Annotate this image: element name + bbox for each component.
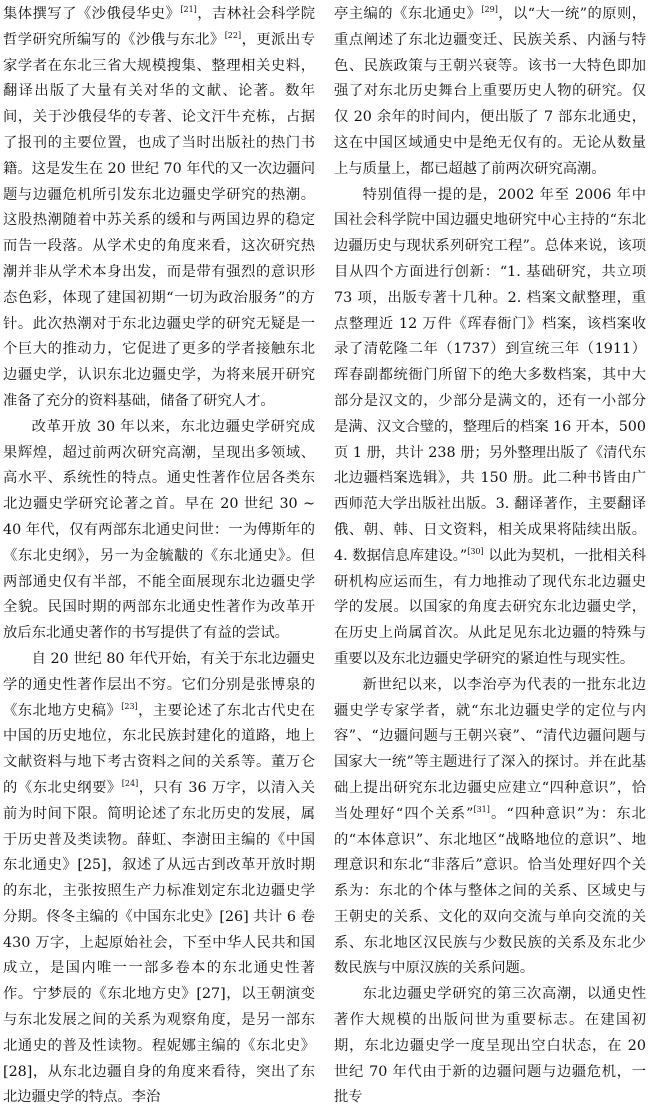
paragraph: 新世纪以来，以李治亭为代表的一批东北边疆史学专家学者，就“东北边疆史学的定位与内容”、“边疆问题与王朝兴衰”、“清代边疆问题与国家大一统”等主题进行了深入的探讨。并在此基础上提出研究东北边疆史应建立“四种意识”，恰当处理好“四个关系”[31]。“四种意识”为：东北的“本体意识”、东北地区“战略地位的意识”、地理意识和东北“非落后”意识。恰当处理好四个关系为：东北的个体与整体之间的关系、区域史与王朝史的关系、文化的双向交流与单向交流的关系、东北地区汉民族与少数民族的关系及东北少数民族与中原汉族的关系问题。 (334, 676, 646, 977)
citation-ref[interactable]: [29] (481, 5, 498, 15)
citation-ref[interactable]: [24] (121, 779, 139, 789)
citation-ref[interactable]: [21] (180, 5, 197, 15)
paragraph: 自 20 世纪 80 年代开始，有关于东北边疆史学的通史性著作层出不穷。它们分别是张博泉的《东北地方史稿》[23]，主要论述了东北古代史在中国的历史地位，东北民族封建化的道路，地上文献资料与地下考古资料之间的关系等。董万仑的《东北史纲要》[24]，只有 36 万字，以清入关前为时间下限。简明论述了东北历史的发展，属于历史普及类读物。薛虹、李澍田主编的《中国东北通史》[25]，叙述了从远古到改革开放时期的东北，主张按照生产力标准划定东北边疆史学分期。佟冬主编的《中国东北史》[26] 共计 6 卷 430 万字，上起原始社会，下至中华人民共和国成立，是国内唯一一部多卷本的东北通史性著作。宁梦辰的《东北地方史》[27]，以王朝演变与东北发展之间的关系为观察角度，是另一部东北通史的普及性读物。程妮娜主编的《东北史》[28]，从东北边疆自身的角度来看待，突出了东北边疆史学的特点。李治 (3, 650, 316, 1106)
right-column (334, 2, 647, 1106)
paragraph: 东北边疆史学研究的第三次高潮，以通史性著作大规模的出版问世为重要标志。在建国初期，东北边疆史学一度呈现出空白状态，在 20 世纪 70 年代由于新的边疆问题与边疆危机，一批专 (334, 986, 646, 1106)
paragraph: 改革开放 30 年以来，东北边疆史学研究成果辉煌，超过前两次研究高潮，呈现出多领域、高水平、系统性的特点。通史性著作位居各类东北边疆史学研究论著之首。早在 20 世纪 30 ~ 40 年代，仅有两部东北通史问世：一为傅斯年的《东北史纲》，另一为金毓黻的《东北通史》。但两部通史仅有半部，不能全面展现东北边疆史学全貌。民国时期的两部东北通史性著作为改革开放后东北通史著作的书写提供了有益的尝试。 (3, 418, 315, 642)
citation-ref[interactable]: [30] (467, 546, 484, 556)
paragraph: 集体撰写了《沙俄侵华史》[21]，吉林社会科学院哲学研究所编写的《沙俄与东北》[22]，更派出专家学者在东北三省大规模搜集、整理相关史料，翻译出版了大量有关对华的文献、论著。数年间，关于沙俄侵华的专著、论文汗牛充栋，占据了报刊的主要位置，也成了当时出版社的热门书籍。这是发生在 20 世纪 70 年代的又一次边疆问题与边疆危机所引发东北边疆史学研究的热潮。这股热潮随着中苏关系的缓和与两国边界的稳定而告一段落。从学术史的角度来看，这次研究热潮并非从学术本身出发，而是带有强烈的意识形态色彩，体现了建国初期“一切为政治服务”的方针。此次热潮对于东北边疆史学的研究无疑是一个巨大的推动力，它促进了更多的学者接触东北边疆史学，认识东北边疆史学，为将来展开研究准备了充分的资料基础，储备了研究人才。 (3, 5, 316, 409)
left-column (3, 2, 316, 1106)
citation-ref[interactable]: [31] (473, 804, 490, 814)
paragraph: 特别值得一提的是，2002 年至 2006 年中国社会科学院中国边疆史地研究中心主持的“东北边疆历史与现状系列研究工程”。总体来说，该项目从四个方面进行创新：“1. 基础研究，共立项 73 项，出版专著十几种。2. 档案文献整理，重点整理近 12 万件《珲春衙门》档案，该档案收录了清乾隆二年（1737）到宣统三年（1911）珲春副都统衙门所留下的绝大多数档案，其中大部分是汉文的，少部分是满文的，还有一小部分是满、汉文合璧的，整理后的档案 16 开本，500 页 1 册，共计 238 册；另外整理出版了《清代东北边疆档案选辑》，共 150 册。此二种书皆由广西师范大学出版社出版。3. 翻译著作，主要翻译俄、朝、韩、日文资料，相关成果将陆续出版。4. 数据信息库建设。”[30] 以此为契机，一批相关科研机构应运而生，有力地推动了现代东北边疆史学的发展。以国家的角度去研究东北边疆史学，在历史上尚属首次。从此足见东北边疆的特殊与重要以及东北边疆史学研究的紧迫性与现实性。 (334, 186, 647, 667)
paragraph: 亭主编的《东北通史》[29]，以“大一统”的原则，重点阐述了东北边疆变迁、民族关系、内涵与特色、民族政策与王朝兴衰等。该书一大特色即加强了对东北历史舞台上重要历史人物的研究。仅仅 20 余年的时间内，便出版了 7 部东北通史，这在中国区域通史中是绝无仅有的。无论从数量上与质量上，都已超越了前两次研究高潮。 (334, 5, 646, 177)
citation-ref[interactable]: [22] (224, 31, 242, 41)
citation-ref[interactable]: [23] (121, 701, 138, 711)
